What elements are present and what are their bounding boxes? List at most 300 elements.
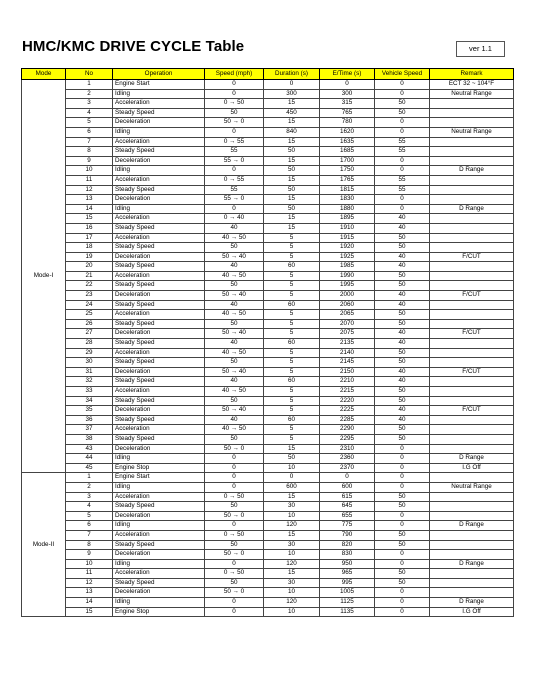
table-cell: 15 xyxy=(264,195,320,205)
table-cell xyxy=(430,319,514,329)
table-row xyxy=(22,233,514,243)
table-cell: 13 xyxy=(66,588,113,598)
table-cell: Idling xyxy=(113,482,205,492)
table-cell: 50 xyxy=(205,281,264,291)
table-cell: 50 xyxy=(205,502,264,512)
table-cell: D Range xyxy=(430,204,514,214)
table-cell: Steady Speed xyxy=(113,147,205,157)
table-header-row xyxy=(22,69,514,80)
table-cell: 2140 xyxy=(320,348,375,358)
table-cell xyxy=(430,137,514,147)
table-cell: 40 xyxy=(375,214,430,224)
table-cell: 50 xyxy=(375,348,430,358)
table-cell: 50 xyxy=(264,185,320,195)
table-cell: Deceleration xyxy=(113,329,205,339)
table-cell xyxy=(430,118,514,128)
table-row xyxy=(22,108,514,118)
table-cell: 2070 xyxy=(320,319,375,329)
table-cell: 5 xyxy=(264,358,320,368)
table-cell: Acceleration xyxy=(113,233,205,243)
table-cell xyxy=(430,473,514,483)
table-cell: 40 xyxy=(375,252,430,262)
table-cell: 0 xyxy=(375,80,430,90)
table-cell: 1990 xyxy=(320,271,375,281)
table-cell: 10 xyxy=(264,463,320,473)
table-cell: 60 xyxy=(264,339,320,349)
table-cell: 40 → 50 xyxy=(205,233,264,243)
table-cell xyxy=(430,434,514,444)
table-row xyxy=(22,319,514,329)
table-cell: Acceleration xyxy=(113,214,205,224)
table-cell: 50 xyxy=(375,387,430,397)
table-row xyxy=(22,569,514,579)
table-cell: 5 xyxy=(264,425,320,435)
table-row xyxy=(22,406,514,416)
table-cell: 0 xyxy=(375,204,430,214)
column-header: Remark xyxy=(430,69,514,80)
table-row xyxy=(22,348,514,358)
table-cell xyxy=(430,502,514,512)
table-cell: 790 xyxy=(320,530,375,540)
table-cell: Acceleration xyxy=(113,348,205,358)
table-cell: 0 xyxy=(205,521,264,531)
table-cell: F/CUT xyxy=(430,367,514,377)
table-cell: 55 xyxy=(375,185,430,195)
table-cell: Steady Speed xyxy=(113,540,205,550)
table-cell: Steady Speed xyxy=(113,358,205,368)
table-row xyxy=(22,339,514,349)
table-cell: 0 xyxy=(320,80,375,90)
table-cell: 600 xyxy=(320,482,375,492)
table-cell: 0 xyxy=(375,166,430,176)
table-cell: 18 xyxy=(66,243,113,253)
table-cell: 780 xyxy=(320,118,375,128)
table-cell: 11 xyxy=(66,175,113,185)
table-cell: 50 xyxy=(264,454,320,464)
table-cell: 44 xyxy=(66,454,113,464)
table-cell: 7 xyxy=(66,137,113,147)
table-cell: Steady Speed xyxy=(113,262,205,272)
table-cell: 10 xyxy=(66,166,113,176)
table-cell: 5 xyxy=(264,310,320,320)
table-cell: 8 xyxy=(66,540,113,550)
table-cell: 765 xyxy=(320,108,375,118)
table-cell: I.G Off xyxy=(430,463,514,473)
table-cell: 36 xyxy=(66,415,113,425)
table-cell: 55 xyxy=(375,147,430,157)
table-cell: 40 → 50 xyxy=(205,425,264,435)
table-cell xyxy=(430,156,514,166)
table-cell: 0 xyxy=(375,118,430,128)
table-cell: 12 xyxy=(66,578,113,588)
table-cell: 23 xyxy=(66,291,113,301)
table-cell: 775 xyxy=(320,521,375,531)
table-cell: 40 xyxy=(205,223,264,233)
table-cell: 11 xyxy=(66,569,113,579)
table-cell: 31 xyxy=(66,367,113,377)
table-row xyxy=(22,550,514,560)
table-cell: 55 xyxy=(205,147,264,157)
table-cell: 40 xyxy=(375,262,430,272)
table-cell: 1920 xyxy=(320,243,375,253)
table-cell xyxy=(430,415,514,425)
table-row xyxy=(22,607,514,617)
table-row xyxy=(22,377,514,387)
table-cell xyxy=(430,262,514,272)
table-cell: 0 → 50 xyxy=(205,530,264,540)
table-cell: 0 xyxy=(205,463,264,473)
table-cell: Acceleration xyxy=(113,271,205,281)
table-cell: 0 xyxy=(375,454,430,464)
table-cell: 40 xyxy=(375,339,430,349)
table-cell xyxy=(430,233,514,243)
table-cell: 0 xyxy=(205,598,264,608)
table-cell: 0 xyxy=(375,89,430,99)
table-cell: Engine Start xyxy=(113,80,205,90)
table-cell: 0 xyxy=(205,166,264,176)
table-cell: 50 xyxy=(375,243,430,253)
table-cell: 27 xyxy=(66,329,113,339)
table-cell: 40 → 50 xyxy=(205,387,264,397)
table-cell: 2210 xyxy=(320,377,375,387)
table-cell: Deceleration xyxy=(113,550,205,560)
table-cell: 40 → 50 xyxy=(205,310,264,320)
table-cell: 50 xyxy=(205,396,264,406)
table-cell: 15 xyxy=(264,156,320,166)
table-cell: Acceleration xyxy=(113,425,205,435)
column-header: Mode xyxy=(22,69,66,80)
table-cell: 0 xyxy=(375,588,430,598)
table-cell: Deceleration xyxy=(113,511,205,521)
table-cell: 2 xyxy=(66,482,113,492)
table-cell: 45 xyxy=(66,463,113,473)
table-cell: I.G Off xyxy=(430,607,514,617)
table-cell: 6 xyxy=(66,521,113,531)
table-cell: 0 xyxy=(205,454,264,464)
table-cell: 1915 xyxy=(320,233,375,243)
table-cell: 950 xyxy=(320,559,375,569)
table-cell: 5 xyxy=(264,281,320,291)
table-cell: 50 xyxy=(205,358,264,368)
table-cell: 4 xyxy=(66,502,113,512)
table-cell: 50 xyxy=(205,540,264,550)
table-cell xyxy=(430,387,514,397)
table-row xyxy=(22,223,514,233)
table-row xyxy=(22,434,514,444)
table-cell: 5 xyxy=(264,252,320,262)
table-cell: 5 xyxy=(264,387,320,397)
table-cell: 2060 xyxy=(320,300,375,310)
drive-cycle-table xyxy=(21,68,514,617)
table-cell: 50 xyxy=(375,540,430,550)
table-cell: 1995 xyxy=(320,281,375,291)
table-cell xyxy=(430,108,514,118)
table-cell: 50 xyxy=(205,434,264,444)
table-row xyxy=(22,329,514,339)
table-cell: 0 xyxy=(375,511,430,521)
table-cell: 50 xyxy=(375,310,430,320)
table-cell: 50 xyxy=(264,166,320,176)
table-cell: 4 xyxy=(66,108,113,118)
table-cell: 50 xyxy=(375,578,430,588)
table-cell: 15 xyxy=(264,137,320,147)
table-cell: 0 xyxy=(205,89,264,99)
table-cell: 15 xyxy=(66,214,113,224)
table-cell: Steady Speed xyxy=(113,377,205,387)
table-row xyxy=(22,463,514,473)
table-cell: 55 → 0 xyxy=(205,195,264,205)
table-cell: 0 xyxy=(375,482,430,492)
column-header: Vehicle Speed xyxy=(375,69,430,80)
table-cell: 9 xyxy=(66,550,113,560)
table-cell: 820 xyxy=(320,540,375,550)
table-cell: Idling xyxy=(113,559,205,569)
table-cell: 50 → 40 xyxy=(205,291,264,301)
table-cell: 0 xyxy=(375,463,430,473)
table-cell: Acceleration xyxy=(113,387,205,397)
table-cell: 50 xyxy=(375,108,430,118)
mode-cell: Mode-II xyxy=(22,473,66,617)
table-cell: 40 → 50 xyxy=(205,271,264,281)
table-cell: 1925 xyxy=(320,252,375,262)
table-cell xyxy=(430,530,514,540)
table-cell: Idling xyxy=(113,521,205,531)
table-cell: 50 xyxy=(375,233,430,243)
table-cell: 5 xyxy=(264,291,320,301)
table-cell: 28 xyxy=(66,339,113,349)
table-cell: 50 → 40 xyxy=(205,252,264,262)
table-cell: 655 xyxy=(320,511,375,521)
table-cell: 1135 xyxy=(320,607,375,617)
table-cell: 60 xyxy=(264,377,320,387)
table-cell: 2370 xyxy=(320,463,375,473)
table-cell: 10 xyxy=(66,559,113,569)
table-row xyxy=(22,147,514,157)
table-cell: 50 xyxy=(375,358,430,368)
table-cell: 60 xyxy=(264,415,320,425)
table-cell: 2225 xyxy=(320,406,375,416)
table-cell: 965 xyxy=(320,569,375,579)
table-cell: Steady Speed xyxy=(113,339,205,349)
table-row xyxy=(22,367,514,377)
table-cell: D Range xyxy=(430,598,514,608)
table-row xyxy=(22,511,514,521)
table-cell xyxy=(430,492,514,502)
table-cell: Idling xyxy=(113,204,205,214)
table-cell: 15 xyxy=(264,444,320,454)
table-cell: Deceleration xyxy=(113,156,205,166)
table-cell: 40 → 50 xyxy=(205,348,264,358)
table-cell: 50 xyxy=(375,271,430,281)
table-cell: 14 xyxy=(66,204,113,214)
table-cell: 600 xyxy=(264,482,320,492)
table-cell: 40 xyxy=(375,300,430,310)
table-row xyxy=(22,444,514,454)
table-cell: 2 xyxy=(66,89,113,99)
table-cell: 3 xyxy=(66,492,113,502)
table-cell: 7 xyxy=(66,530,113,540)
table-cell: 15 xyxy=(264,492,320,502)
table-cell: 30 xyxy=(264,578,320,588)
table-cell: 0 xyxy=(375,195,430,205)
table-cell: 120 xyxy=(264,521,320,531)
table-cell: Deceleration xyxy=(113,444,205,454)
table-cell: Neutral Range xyxy=(430,127,514,137)
table-cell: 55 xyxy=(205,185,264,195)
table-cell: Steady Speed xyxy=(113,396,205,406)
table-row xyxy=(22,425,514,435)
table-cell: 1005 xyxy=(320,588,375,598)
table-row xyxy=(22,482,514,492)
table-cell: 34 xyxy=(66,396,113,406)
table-cell: 55 → 0 xyxy=(205,156,264,166)
table-row xyxy=(22,185,514,195)
table-cell: 50 → 0 xyxy=(205,118,264,128)
table-cell: Engine Start xyxy=(113,473,205,483)
table-cell xyxy=(430,444,514,454)
table-row xyxy=(22,521,514,531)
table-cell: Acceleration xyxy=(113,492,205,502)
table-cell: 50 xyxy=(375,281,430,291)
table-cell: 1765 xyxy=(320,175,375,185)
table-cell: 2150 xyxy=(320,367,375,377)
table-cell: 0 xyxy=(375,598,430,608)
table-row xyxy=(22,559,514,569)
table-cell: 22 xyxy=(66,281,113,291)
table-cell: 60 xyxy=(264,262,320,272)
table-cell: 55 xyxy=(375,137,430,147)
column-header: Speed (mph) xyxy=(205,69,264,80)
table-cell: 50 xyxy=(264,147,320,157)
table-cell: 2000 xyxy=(320,291,375,301)
table-cell: 5 xyxy=(264,233,320,243)
table-cell: 6 xyxy=(66,127,113,137)
table-cell: Steady Speed xyxy=(113,434,205,444)
table-cell: 5 xyxy=(264,434,320,444)
table-cell: 5 xyxy=(264,271,320,281)
table-row xyxy=(22,195,514,205)
table-cell: 40 xyxy=(375,377,430,387)
table-cell: 2295 xyxy=(320,434,375,444)
column-header: E/Time (s) xyxy=(320,69,375,80)
table-cell: 14 xyxy=(66,598,113,608)
table-cell: 120 xyxy=(264,559,320,569)
table-row xyxy=(22,530,514,540)
table-cell xyxy=(430,243,514,253)
table-row xyxy=(22,454,514,464)
table-cell: Steady Speed xyxy=(113,502,205,512)
table-row xyxy=(22,127,514,137)
table-cell: Steady Speed xyxy=(113,415,205,425)
table-cell: 315 xyxy=(320,99,375,109)
table-cell: Deceleration xyxy=(113,291,205,301)
table-cell: 1985 xyxy=(320,262,375,272)
table-cell: 30 xyxy=(66,358,113,368)
table-cell: 2145 xyxy=(320,358,375,368)
table-row xyxy=(22,502,514,512)
column-header: Operation xyxy=(113,69,205,80)
table-cell: 50 xyxy=(205,578,264,588)
table-cell: 2075 xyxy=(320,329,375,339)
table-cell: 50 → 0 xyxy=(205,511,264,521)
table-cell: 9 xyxy=(66,156,113,166)
table-cell: Deceleration xyxy=(113,588,205,598)
table-cell: 1125 xyxy=(320,598,375,608)
table-cell: 25 xyxy=(66,310,113,320)
table-cell: 5 xyxy=(66,118,113,128)
table-cell xyxy=(430,195,514,205)
table-cell: 2215 xyxy=(320,387,375,397)
mode-cell: Mode-I xyxy=(22,80,66,473)
table-cell: Steady Speed xyxy=(113,223,205,233)
table-cell: 35 xyxy=(66,406,113,416)
table-cell: 50 xyxy=(375,99,430,109)
table-cell: 16 xyxy=(66,223,113,233)
table-cell: 50 xyxy=(375,492,430,502)
table-cell: 60 xyxy=(264,300,320,310)
table-cell: 1910 xyxy=(320,223,375,233)
table-row xyxy=(22,291,514,301)
table-cell: Steady Speed xyxy=(113,319,205,329)
table-cell: 50 → 0 xyxy=(205,444,264,454)
table-cell: 0 → 55 xyxy=(205,175,264,185)
table-cell: 50 → 0 xyxy=(205,588,264,598)
table-cell: 19 xyxy=(66,252,113,262)
table-row xyxy=(22,156,514,166)
column-header: Duration (s) xyxy=(264,69,320,80)
table-cell: 40 xyxy=(375,291,430,301)
table-cell: Engine Stop xyxy=(113,607,205,617)
table-cell: 21 xyxy=(66,271,113,281)
table-cell: 15 xyxy=(264,530,320,540)
table-cell xyxy=(430,588,514,598)
table-row xyxy=(22,540,514,550)
table-cell: 20 xyxy=(66,262,113,272)
table-cell: Deceleration xyxy=(113,195,205,205)
table-row xyxy=(22,89,514,99)
table-cell: 38 xyxy=(66,434,113,444)
table-cell: 33 xyxy=(66,387,113,397)
table-cell xyxy=(430,185,514,195)
table-cell: 40 xyxy=(375,223,430,233)
table-row xyxy=(22,252,514,262)
table-row xyxy=(22,118,514,128)
table-row xyxy=(22,598,514,608)
table-cell: Deceleration xyxy=(113,252,205,262)
table-cell: 32 xyxy=(66,377,113,387)
table-cell: Steady Speed xyxy=(113,185,205,195)
table-cell: 2220 xyxy=(320,396,375,406)
table-cell: 1830 xyxy=(320,195,375,205)
table-cell: 1 xyxy=(66,473,113,483)
table-cell: Idling xyxy=(113,166,205,176)
table-cell: 37 xyxy=(66,425,113,435)
table-cell: Steady Speed xyxy=(113,578,205,588)
table-cell: 3 xyxy=(66,99,113,109)
table-cell: Acceleration xyxy=(113,310,205,320)
table-cell: 15 xyxy=(264,118,320,128)
table-cell: Neutral Range xyxy=(430,89,514,99)
table-cell: Deceleration xyxy=(113,118,205,128)
table-cell: 0 xyxy=(264,473,320,483)
table-row xyxy=(22,387,514,397)
table-cell: 40 xyxy=(375,367,430,377)
table-cell xyxy=(430,511,514,521)
table-cell xyxy=(430,358,514,368)
table-cell: D Range xyxy=(430,559,514,569)
table-cell: 5 xyxy=(264,329,320,339)
table-cell: 0 xyxy=(375,127,430,137)
